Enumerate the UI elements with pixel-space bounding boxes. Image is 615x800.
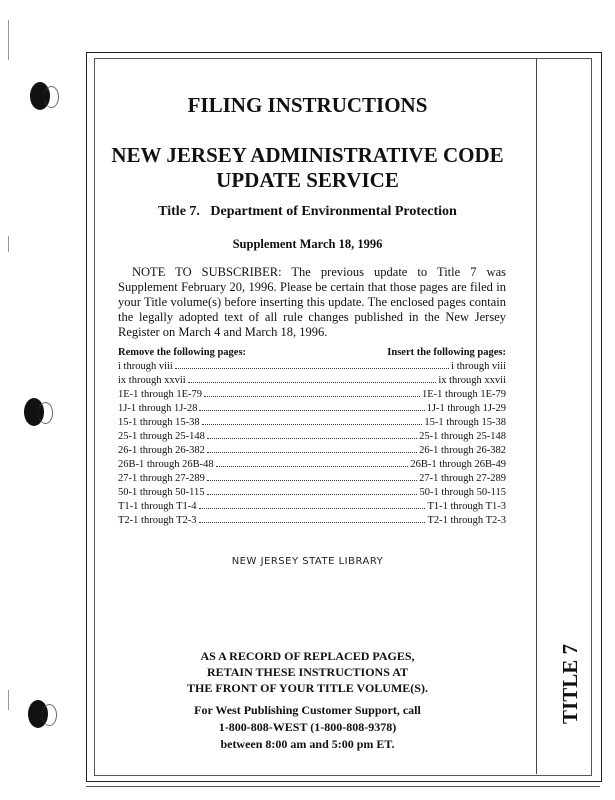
table-rows [118, 360, 506, 528]
insert-pages: ix through xxvii [438, 375, 506, 386]
table-header [118, 347, 506, 358]
remove-pages: 15-1 through 15-38 [118, 417, 200, 428]
table-row [118, 374, 506, 388]
insert-pages: T2-1 through T2-3 [427, 515, 506, 526]
insert-header: Insert the following pages: [387, 347, 506, 358]
table-row [118, 360, 506, 374]
table-row [118, 514, 506, 528]
dot-leader [199, 508, 426, 509]
dot-leader [199, 410, 424, 411]
support-line2: 1-800-808-WEST (1-800-808-9378) [218, 720, 397, 734]
filing-instructions-heading: FILING INSTRUCTIONS [187, 93, 428, 117]
dot-leader [207, 494, 418, 495]
remove-pages: 1E-1 through 1E-79 [118, 389, 202, 400]
remove-pages: T2-1 through T2-3 [118, 515, 197, 526]
insert-pages: 1E-1 through 1E-79 [422, 389, 506, 400]
remove-pages: 1J-1 through 1J-28 [118, 403, 198, 414]
record-line3: THE FRONT OF YOUR TITLE VOLUME(S). [187, 681, 428, 695]
insert-pages: 1J-1 through 1J-29 [426, 403, 506, 414]
dot-leader [207, 438, 417, 439]
binder-hole-middle [24, 398, 44, 426]
dot-leader [207, 480, 417, 481]
subscriber-note: NOTE TO SUBSCRIBER: The previous update to Title 7 was Supplement February 20, 1996. Please be certain that those pages are filed in your Title volume(s) before inserting this update. The enclosed pages contain the legally adopted text of all rule changes published in the New Jersey Register on March 4 and March 18, 1996. [118, 265, 506, 339]
table-row [118, 458, 506, 472]
table-row [118, 472, 506, 486]
code-title [0, 143, 615, 193]
dot-leader [202, 424, 423, 425]
dot-leader [207, 452, 417, 453]
remove-pages: T1-1 through T1-4 [118, 501, 197, 512]
table-row [118, 500, 506, 514]
support-line3: between 8:00 am and 5:00 pm ET. [220, 737, 395, 751]
insert-pages: i through viii [451, 361, 506, 372]
record-line1: AS A RECORD OF REPLACED PAGES, [200, 649, 415, 663]
table-row [118, 444, 506, 458]
remove-pages: 50-1 through 50-115 [118, 487, 205, 498]
dot-leader [199, 522, 426, 523]
insert-pages: 25-1 through 25-148 [419, 431, 506, 442]
code-title-line1: NEW JERSEY ADMINISTRATIVE CODE [111, 143, 504, 167]
record-instructions [0, 648, 615, 696]
supplement-date: Supplement March 18, 1996 [232, 237, 383, 251]
insert-pages: 50-1 through 50-115 [419, 487, 506, 498]
code-title-line2: UPDATE SERVICE [216, 168, 399, 192]
page-replacement-table [118, 347, 506, 528]
dot-leader [216, 466, 409, 467]
insert-pages: 26B-1 through 26B-49 [410, 459, 506, 470]
title-line: Title 7. Department of Environmental Protection [158, 204, 457, 219]
dot-leader [188, 382, 437, 383]
remove-pages: 25-1 through 25-148 [118, 431, 205, 442]
table-row [118, 430, 506, 444]
insert-pages: 27-1 through 27-289 [419, 473, 506, 484]
margin-mark [8, 20, 9, 60]
record-line2: RETAIN THESE INSTRUCTIONS AT [206, 665, 409, 679]
support-line1: For West Publishing Customer Support, call [194, 703, 421, 717]
library-stamp: NEW JERSEY STATE LIBRARY [231, 556, 384, 567]
customer-support [0, 702, 615, 753]
remove-pages: 26B-1 through 26B-48 [118, 459, 214, 470]
remove-header: Remove the following pages: [118, 347, 247, 358]
dot-leader [204, 396, 420, 397]
table-row [118, 416, 506, 430]
insert-pages: 15-1 through 15-38 [424, 417, 506, 428]
title-tab-label: TITLE 7 [558, 644, 582, 724]
insert-pages: 26-1 through 26-382 [419, 445, 506, 456]
insert-pages: T1-1 through T1-3 [427, 501, 506, 512]
remove-pages: 27-1 through 27-289 [118, 473, 205, 484]
dot-leader [175, 368, 449, 369]
table-row [118, 388, 506, 402]
table-row [118, 402, 506, 416]
table-row [118, 486, 506, 500]
remove-pages: ix through xxvii [118, 375, 186, 386]
footer-rule [86, 786, 600, 787]
remove-pages: i through viii [118, 361, 173, 372]
remove-pages: 26-1 through 26-382 [118, 445, 205, 456]
